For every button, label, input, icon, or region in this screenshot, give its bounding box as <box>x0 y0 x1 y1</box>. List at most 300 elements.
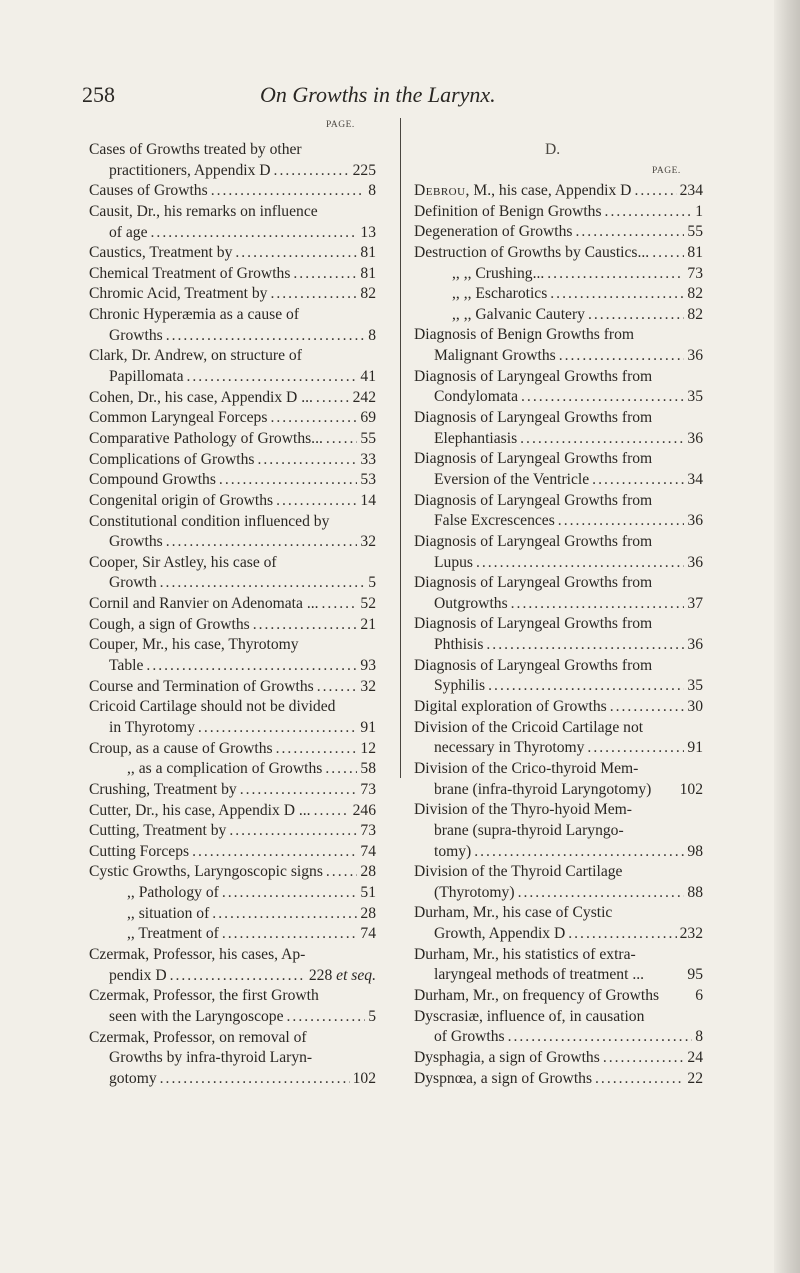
page-reference-number: 81 <box>360 264 376 282</box>
entry-text: Cutter, Dr., his case, Appendix D ... <box>89 801 311 819</box>
index-entry <box>89 697 376 738</box>
dot-leader <box>235 243 357 264</box>
dot-leader <box>270 408 357 429</box>
entry-text: Diagnosis of Laryngeal Growths from <box>414 367 653 385</box>
dot-leader <box>314 801 350 822</box>
index-entry <box>89 615 376 636</box>
page-reference <box>687 1069 703 1090</box>
index-entry <box>89 677 376 698</box>
dot-leader <box>568 924 676 945</box>
entry-text: ,, Treatment of <box>127 925 219 943</box>
page-reference-number: 35 <box>687 388 703 406</box>
page-reference-number: 36 <box>687 429 703 447</box>
page-reference <box>360 594 376 615</box>
entry-text: Growth, Appendix D <box>434 925 566 943</box>
entry-line <box>89 635 376 656</box>
entry-line <box>414 408 703 429</box>
page-reference-number: 24 <box>687 1048 703 1066</box>
entry-text: Durham, Mr., on frequency of Growths <box>414 986 660 1004</box>
entry-text: Degeneration of Growths <box>414 223 573 241</box>
page-reference-number: 73 <box>360 780 376 798</box>
entry-line <box>89 945 376 966</box>
page-reference-number: 22 <box>687 1069 703 1087</box>
entry-text: Chronic Hyperæmia as a cause of <box>89 306 300 324</box>
entry-line <box>89 780 376 801</box>
page-reference <box>687 553 703 574</box>
entry-line <box>89 512 376 533</box>
entry-text: Phthisis <box>434 636 484 654</box>
index-entry <box>89 986 376 1027</box>
entry-line <box>89 470 376 491</box>
entry-line <box>89 223 376 244</box>
page-reference-number: 55 <box>687 223 703 241</box>
entry-text: brane (infra-thyroid Laryngotomy) <box>434 780 652 798</box>
index-entry <box>89 780 376 801</box>
dot-leader <box>276 739 358 760</box>
entry-line <box>89 1028 376 1049</box>
page-reference-number: 41 <box>360 368 376 386</box>
page-reference-number: 8 <box>368 182 376 200</box>
index-entry <box>89 202 376 243</box>
page-reference <box>353 1069 376 1090</box>
entry-text: Table <box>109 657 144 675</box>
left-page-label: PAGE. <box>326 120 355 130</box>
dot-leader <box>317 677 358 698</box>
dot-leader <box>222 883 358 904</box>
page-reference-number: 12 <box>360 739 376 757</box>
index-entry <box>89 243 376 264</box>
entry-line <box>89 553 376 574</box>
entry-text: Division of the Thyroid Cartilage <box>414 863 623 881</box>
dot-leader <box>293 264 357 285</box>
dot-leader <box>587 738 684 759</box>
entry-text: Diagnosis of Laryngeal Growths from <box>414 532 653 550</box>
page-reference <box>360 284 376 305</box>
entry-text: laryngeal methods of treatment ... <box>434 966 645 984</box>
page-reference-number: 32 <box>360 677 376 695</box>
page-reference <box>687 697 703 718</box>
page-reference <box>360 904 376 925</box>
entry-line <box>89 346 376 367</box>
entry-text: Cornil and Ranvier on Adenomata ... <box>89 595 319 613</box>
entry-line <box>414 346 703 367</box>
entry-text: Congenital origin of Growths <box>89 491 274 509</box>
page-reference <box>360 883 376 904</box>
index-entry <box>89 512 376 553</box>
entry-text: gotomy <box>109 1069 157 1087</box>
page-reference <box>687 1048 703 1069</box>
entry-line <box>89 161 376 182</box>
page-reference-number: 52 <box>360 595 376 613</box>
entry-line <box>89 408 376 429</box>
dot-leader <box>166 532 358 553</box>
entry-line <box>414 594 703 615</box>
page-reference-number: 36 <box>687 347 703 365</box>
entry-text: Diagnosis of Laryngeal Growths from <box>414 574 653 592</box>
page-number: 258 <box>82 82 115 107</box>
page-reference-number: 58 <box>360 760 376 778</box>
index-entry <box>89 346 376 387</box>
dot-leader <box>558 511 685 532</box>
page-reference-number: 74 <box>360 925 376 943</box>
page-reference <box>360 615 376 636</box>
entry-text: Chemical Treatment of Growths <box>89 264 291 282</box>
entry-text: Division of the Thyro-hyoid Mem- <box>414 801 633 819</box>
entry-line <box>414 780 703 801</box>
entry-text: necessary in Thyrotomy <box>434 739 585 757</box>
entry-text: Cases of Growths treated by other <box>89 141 302 158</box>
entry-text: in Thyrotomy <box>109 718 195 736</box>
index-entry <box>89 883 376 904</box>
entry-text: Compound Growths <box>89 471 216 489</box>
dot-leader <box>222 924 358 945</box>
entry-text: Syphilis <box>434 677 486 695</box>
entry-line <box>89 718 376 739</box>
entry-line <box>414 387 703 408</box>
page-edge-shadow <box>774 0 800 1273</box>
dot-leader <box>592 470 684 491</box>
page-reference <box>687 346 703 367</box>
dot-leader <box>326 429 358 450</box>
entry-line <box>89 883 376 904</box>
page-reference <box>695 202 703 223</box>
entry-line <box>89 1069 376 1090</box>
entry-line <box>89 140 376 161</box>
index-entry <box>414 367 703 408</box>
page-reference <box>360 367 376 388</box>
entry-line <box>414 800 703 821</box>
index-entry <box>414 1048 703 1069</box>
page-reference <box>360 223 376 244</box>
entry-line <box>414 883 703 904</box>
dot-leader <box>508 1027 693 1048</box>
entry-text: Lupus <box>434 553 473 571</box>
index-column-left <box>89 140 376 1089</box>
entry-text: Crushing, Treatment by <box>89 780 237 798</box>
entry-text: Diagnosis of Laryngeal Growths from <box>414 615 653 633</box>
index-entry <box>414 305 703 326</box>
page-reference-suffix: et seq. <box>332 966 376 984</box>
entry-text: pendix D <box>109 966 167 984</box>
index-entry <box>414 325 703 366</box>
index-entry <box>89 491 376 512</box>
dot-leader <box>559 346 685 367</box>
entry-text: Chromic Acid, Treatment by <box>89 285 268 303</box>
entry-text: Eversion of the Ventricle <box>434 470 590 488</box>
entry-line <box>414 573 703 594</box>
dot-leader <box>550 284 684 305</box>
page-reference <box>360 243 376 264</box>
dot-leader <box>576 222 685 243</box>
entry-line <box>414 491 703 512</box>
dot-leader <box>316 388 350 409</box>
page-reference <box>687 511 703 532</box>
page-reference-number: 81 <box>687 243 703 261</box>
entry-line <box>414 1048 703 1069</box>
entry-text: Dyscrasiæ, influence of, in causation <box>414 1007 645 1025</box>
index-entry <box>89 904 376 925</box>
page-reference-number: 36 <box>687 636 703 654</box>
dot-leader <box>151 223 358 244</box>
page-reference <box>360 408 376 429</box>
page-reference-number: 82 <box>687 285 703 303</box>
dot-leader <box>488 676 684 697</box>
page-reference-number: 28 <box>360 904 376 922</box>
page-reference-number: 228 <box>308 966 333 984</box>
entry-line <box>414 656 703 677</box>
dot-leader <box>257 450 357 471</box>
entry-line <box>414 821 703 842</box>
entry-text: Cutting Forceps <box>89 842 190 860</box>
page-reference <box>687 676 703 697</box>
page-reference <box>360 739 376 760</box>
index-entry <box>89 1028 376 1090</box>
entry-line <box>89 966 376 987</box>
entry-text: Diagnosis of Laryngeal Growths from <box>414 409 653 427</box>
entry-line <box>89 656 376 677</box>
page-reference <box>680 924 703 945</box>
index-entry <box>89 264 376 285</box>
page-reference-number: 13 <box>360 223 376 241</box>
index-entry <box>414 614 703 655</box>
index-entry <box>414 264 703 285</box>
entry-text: of age <box>109 223 148 241</box>
index-entry <box>414 1007 703 1048</box>
entry-text: Cohen, Dr., his case, Appendix D ... <box>89 388 313 406</box>
dot-leader <box>229 821 357 842</box>
entry-line <box>89 181 376 202</box>
entry-line <box>89 388 376 409</box>
entry-line <box>414 222 703 243</box>
entry-text: Couper, Mr., his case, Thyrotomy <box>89 636 299 654</box>
page-reference-number: 1 <box>695 202 703 220</box>
index-entry <box>89 862 376 883</box>
page-reference <box>360 780 376 801</box>
page-reference <box>680 181 703 202</box>
page-reference <box>360 656 376 677</box>
entry-text: ,, situation of <box>127 904 210 922</box>
dot-leader <box>253 615 358 636</box>
entry-line <box>414 264 703 285</box>
page-reference-number: 35 <box>687 677 703 695</box>
entry-text: Cricoid Cartilage should not be divided <box>89 698 336 716</box>
entry-text: Cutting, Treatment by <box>89 822 227 840</box>
page-reference-number: 74 <box>360 842 376 860</box>
entry-text: brane (supra-thyroid Laryngo- <box>434 821 624 839</box>
page-reference <box>353 801 376 822</box>
dot-leader <box>219 470 357 491</box>
page-reference <box>360 759 376 780</box>
dot-leader <box>521 387 684 408</box>
dot-leader <box>274 161 350 182</box>
entry-text: Diagnosis of Laryngeal Growths from <box>414 491 653 509</box>
page-reference-number: 51 <box>360 884 376 902</box>
page-reference <box>360 491 376 512</box>
page-reference-number: 73 <box>360 822 376 840</box>
index-entry <box>89 305 376 346</box>
entry-text: tomy) <box>434 842 472 860</box>
entry-text: Growth <box>109 574 157 592</box>
page-reference-number: 73 <box>687 264 703 282</box>
entry-text: Common Laryngeal Forceps <box>89 409 268 427</box>
entry-text: Czermak, Professor, on removal of <box>89 1028 307 1046</box>
page-reference <box>687 883 703 904</box>
entry-text: Diagnosis of Laryngeal Growths from <box>414 450 653 468</box>
entry-text: False Excrescences <box>434 512 555 530</box>
entry-text: Complications of Growths <box>89 450 255 468</box>
entry-text: Definition of Benign Growths <box>414 202 602 220</box>
entry-line <box>89 367 376 388</box>
entry-text: seen with the Laryngoscope <box>109 1007 284 1025</box>
dot-leader <box>212 904 357 925</box>
entry-text: ,, as a complication of Growths <box>127 760 323 778</box>
entry-line <box>414 532 703 553</box>
dot-leader <box>276 491 357 512</box>
page-reference-number: 82 <box>687 305 703 323</box>
page-reference <box>360 677 376 698</box>
page-reference <box>695 1027 703 1048</box>
page-reference-number: 98 <box>687 842 703 860</box>
column-divider <box>400 118 401 778</box>
page-reference <box>680 780 703 801</box>
entry-text: ,, ,, Escharotics <box>452 285 548 303</box>
page-reference <box>360 924 376 945</box>
index-entry <box>89 140 376 181</box>
entry-text: Debrou, M., his case, Appendix D <box>414 182 632 199</box>
index-entry <box>89 924 376 945</box>
page-reference-number: 34 <box>687 470 703 488</box>
entry-text: Diagnosis of Benign Growths from <box>414 326 635 344</box>
entry-line <box>89 697 376 718</box>
dot-leader <box>605 202 693 223</box>
page-reference <box>687 243 703 264</box>
entry-line <box>89 739 376 760</box>
entry-text: ,, ,, Galvanic Cautery <box>452 305 585 323</box>
entry-text: Destruction of Growths by Caustics... <box>414 243 650 261</box>
page-reference <box>695 986 703 1007</box>
index-entry <box>89 408 376 429</box>
entry-line <box>414 842 703 863</box>
entry-line <box>414 676 703 697</box>
entry-line <box>414 202 703 223</box>
entry-text: Clark, Dr. Andrew, on structure of <box>89 347 302 365</box>
page-reference <box>368 573 376 594</box>
index-entry <box>89 945 376 986</box>
entry-text: Growths <box>109 533 163 551</box>
entry-text: Causit, Dr., his remarks on influence <box>89 202 318 220</box>
entry-line <box>89 821 376 842</box>
entry-text: Caustics, Treatment by <box>89 244 233 262</box>
page-reference <box>687 264 703 285</box>
entry-text: Division of the Crico-thyroid Mem- <box>414 759 639 777</box>
index-entry <box>414 243 703 264</box>
index-entry <box>89 181 376 202</box>
entry-text: Constitutional condition influenced by <box>89 512 330 530</box>
entry-text: Causes of Growths <box>89 182 208 200</box>
index-entry <box>414 573 703 614</box>
index-entry <box>89 553 376 594</box>
index-entry <box>414 1069 703 1090</box>
page-reference-number: 14 <box>360 491 376 509</box>
page-reference <box>360 532 376 553</box>
page-reference <box>687 635 703 656</box>
index-column-right <box>414 181 703 1089</box>
dot-leader <box>610 697 685 718</box>
entry-text: Cystic Growths, Laryngoscopic signs <box>89 863 323 881</box>
entry-line <box>414 903 703 924</box>
dot-leader <box>198 718 357 739</box>
dot-leader <box>652 243 684 264</box>
entry-line <box>89 326 376 347</box>
entry-line <box>414 965 703 986</box>
page-reference <box>360 264 376 285</box>
page-reference-number: 242 <box>352 388 376 406</box>
page-reference <box>360 862 376 883</box>
entry-line <box>89 305 376 326</box>
index-entry <box>89 450 376 471</box>
entry-line <box>414 697 703 718</box>
entry-text: Division of the Cricoid Cartilage not <box>414 718 644 736</box>
entry-line <box>414 718 703 739</box>
index-entry <box>414 718 703 759</box>
entry-line <box>89 842 376 863</box>
entry-line <box>414 181 703 202</box>
entry-line <box>414 1069 703 1090</box>
page-reference <box>360 450 376 471</box>
entry-line <box>414 367 703 388</box>
entry-line <box>89 1007 376 1028</box>
page-reference-number: 53 <box>360 471 376 489</box>
index-entry <box>414 449 703 490</box>
entry-text: Dysphagia, a sign of Growths <box>414 1048 600 1066</box>
entry-line <box>414 284 703 305</box>
page-reference-number: 28 <box>360 863 376 881</box>
entry-text: Digital exploration of Growths <box>414 698 607 716</box>
entry-line <box>89 862 376 883</box>
index-entry <box>414 408 703 449</box>
entry-line <box>89 264 376 285</box>
index-entry <box>414 656 703 697</box>
entry-text: Elephantiasis <box>434 429 518 447</box>
entry-text: Outgrowths <box>434 594 508 612</box>
page-reference-number: 8 <box>695 1028 703 1046</box>
entry-line <box>414 759 703 780</box>
page-reference-number: 33 <box>360 450 376 468</box>
dot-leader <box>588 305 684 326</box>
page-header <box>82 82 722 112</box>
index-entry <box>89 635 376 676</box>
index-entry <box>414 491 703 532</box>
dot-leader <box>518 883 685 904</box>
index-entry <box>414 202 703 223</box>
section-letter: D. <box>545 141 561 158</box>
dot-leader <box>146 656 357 677</box>
entry-line <box>89 450 376 471</box>
dot-leader <box>474 842 684 863</box>
page-reference <box>360 821 376 842</box>
entry-text: practitioners, Appendix D <box>109 161 271 179</box>
index-entry <box>414 697 703 718</box>
entry-text: Durham, Mr., his statistics of extra- <box>414 945 636 963</box>
dot-leader <box>270 284 357 305</box>
entry-text: Czermak, Professor, his cases, Ap- <box>89 945 306 963</box>
entry-line <box>414 553 703 574</box>
entry-text: Papillomata <box>109 368 184 386</box>
page-reference-number: 37 <box>687 594 703 612</box>
index-entry <box>89 429 376 450</box>
entry-text: Growths <box>109 326 163 344</box>
page-reference-number: 8 <box>368 326 376 344</box>
